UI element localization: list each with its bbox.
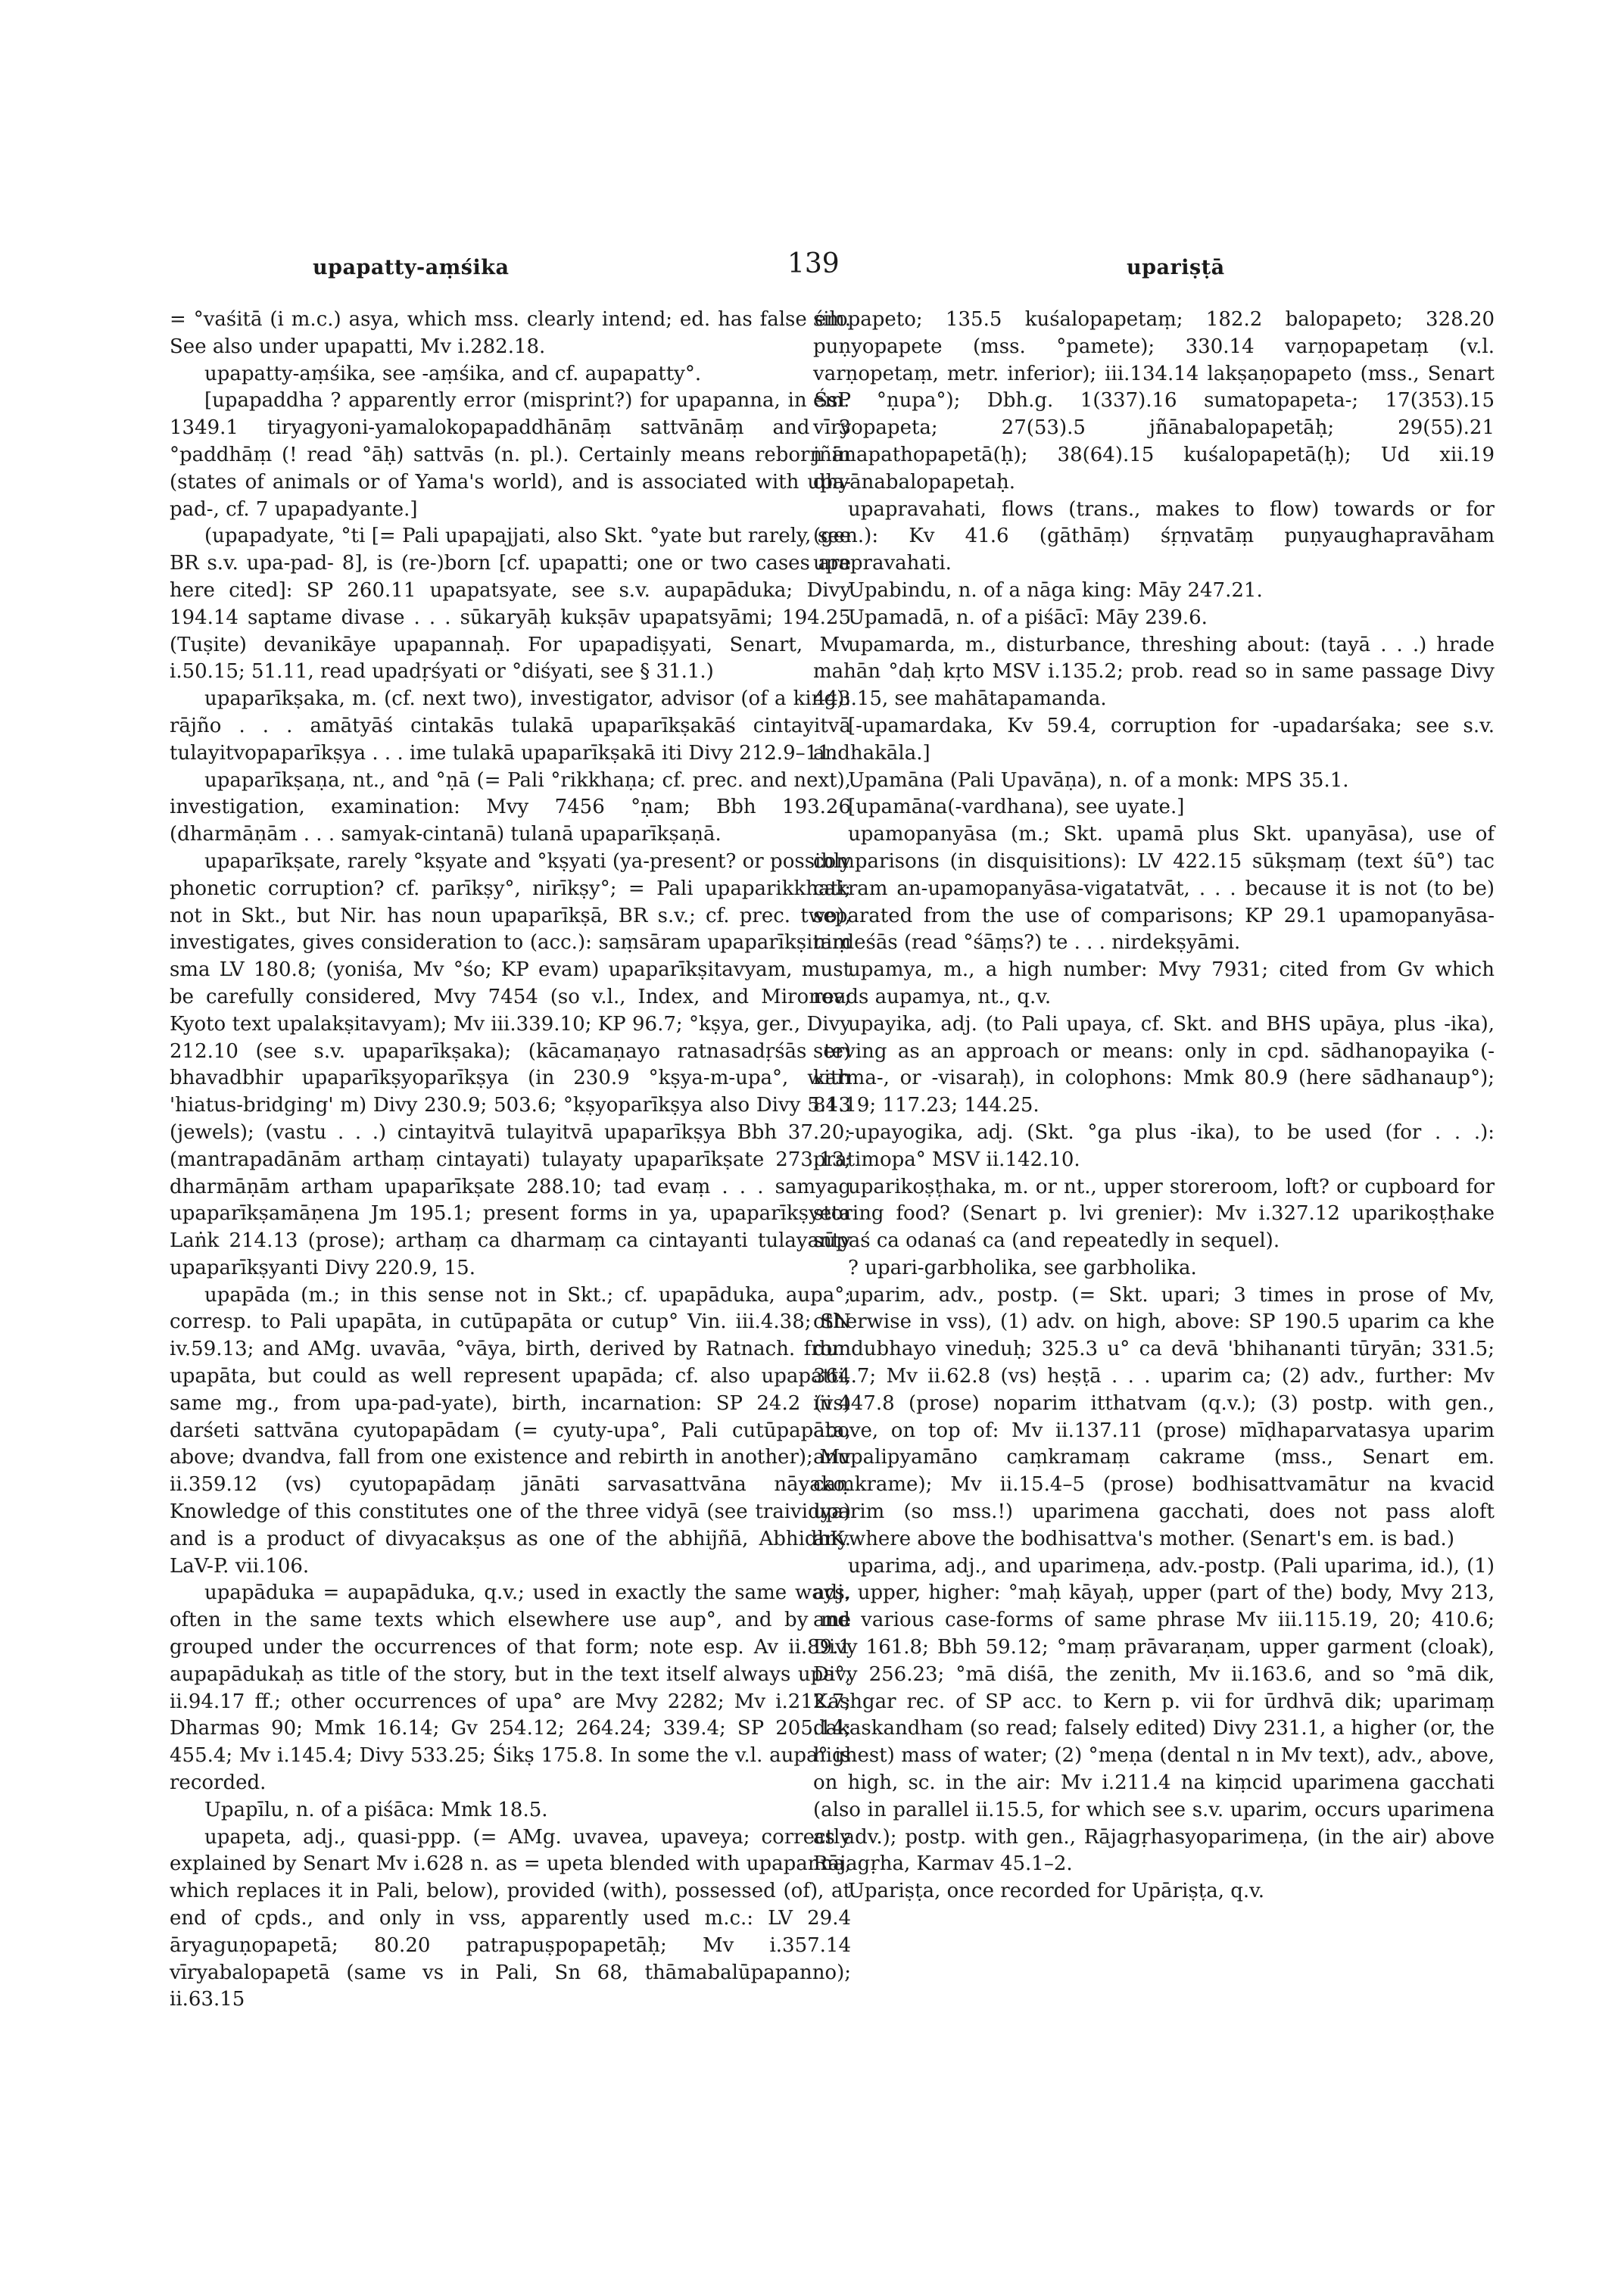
entry-paragraph: [-upamardaka, Kv 59.4, corruption for -upadarśaka; see s.v. andhakāla.] xyxy=(813,714,1495,765)
entry-paragraph: upapatty-aṃśika, see -aṃśika, and cf. aupapatty°. xyxy=(204,362,702,385)
entry-paragraph: Upamāna (Pali Upavāṇa), n. of a monk: MPS 35.1. xyxy=(848,768,1349,792)
entry-paragraph: uparima, adj., and uparimeṇa, adv.-postp. (Pali uparima, id.), (1) adj. upper, higher: °maḥ kāyaḥ, upper (part of the) body, Mvy 213, and various case-forms of same phrase Mv iii.115.19, 20; 410.6; Divy 161.8; Bbh 59.12; °maṃ prāvaraṇam, upper garment (cloak), Divy 256.23; °mā diśā, the zenith, Mv ii.163.6, and so °mā dik, Kashgar rec. of SP acc. to Kern p. vii for ūrdhvā dik; uparimaṃ dakaskandham (so read; falsely edited) Divy 231.1, a higher (or, the highest) mass of water; (2) °meṇa (dental n in Mv text), adv., above, on high, sc. in the air: Mv i.211.4 na kiṃcid uparimena gacchati (also in parallel ii.15.5, for which see s.v. uparim, occurs uparimena as adv.); postp. with gen., Rājagṛhasyoparimeṇa, (in the air) above Rājagṛha, Karmav 45.1–2. xyxy=(813,1554,1495,1876)
entry-paragraph: Upariṣṭa, once recorded for Upāriṣṭa, q.v. xyxy=(848,1880,1264,1903)
entry-paragraph: [upamāna(-vardhana), see uyate.] xyxy=(848,796,1185,819)
entry-paragraph: (upapadyate, °ti [= Pali upapajjati, also Skt. °yate but rarely, see BR s.v. upa-pad- 8], is (re-)born [cf. upapatti; one or two cases are here cited]: SP 260.11 upapatsyate, see s.v. aupapāduka; Divy 194.14 saptame divase . . . sūkaryāḥ kukṣāv upapatsyāmi; 194.25 (Tuṣite) devanikāye upapannaḥ. For upapadiṣyati, Senart, Mv i.50.15; 51.11, read upadṛśyati or °diśyati, see § 31.1.) xyxy=(170,525,851,684)
entry-paragraph: upaparīkṣaṇa, nt., and °ṇā (= Pali °rikkhaṇa; cf. prec. and next), investigation, examination: Mvy 7456 °ṇam; Bbh 193.26 (dharmāṇām . . . samyak-cintanā) tulanā upaparīkṣaṇā. xyxy=(170,768,851,846)
left-column xyxy=(170,307,851,2014)
page-header xyxy=(0,248,1624,294)
entry-paragraph: uparim, adv., postp. (= Skt. upari; 3 times in prose of Mv, otherwise in vss), (1) adv. on high, above: SP 190.5 uparim ca khe dundubhayo vineduḥ; 325.3 u° ca devā 'bhihananti tūryān; 331.5; 364.7; Mv ii.62.8 (vs) heṣṭā . . . uparim ca; (2) adv., further: Mv iii.447.8 (prose) noparim itthatvam (q.v.); (3) postp. with gen., above, on top of: Mv ii.137.11 (prose) mīḍhaparvatasya uparim anupalipyamāno caṃkramaṃ cakrame (mss., Senart em. caṃkrame); Mv ii.15.4–5 (prose) bodhisattvamātur na kvacid uparim (so mss.!) uparimena gacchati, does not pass aloft anywhere above the bodhisattva's mother. (Senart's em. is bad.) xyxy=(813,1283,1495,1550)
entry-paragraph: upamarda, m., disturbance, threshing about: (tayā . . .) hrade mahān °daḥ kṛto MSV i.135.2; prob. read so in same passage Divy 443.15, see mahātapamanda. xyxy=(813,633,1495,711)
entry-paragraph: ? upari-garbholika, see garbholika. xyxy=(848,1256,1197,1279)
entry-paragraph: upamya, m., a high number: Mvy 7931; cited from Gv which reads aupamya, nt., q.v. xyxy=(813,958,1495,1008)
entry-paragraph: -upayogika, adj. (Skt. °ga plus -ika), to be used (for . . .): pratimopa° MSV ii.142.10. xyxy=(813,1120,1495,1171)
right-running-headword: upariṣṭā xyxy=(1127,256,1225,279)
entry-paragraph: upayika, adj. (to Pali upaya, cf. Skt. and BHS upāya, plus -ika), serving as an approach or means: only in cpd. sādhanopayika (-karma-, or -visaraḥ), in colophons: Mmk 80.9 (here sādhanaup°); 84.19; 117.23; 144.25. xyxy=(813,1012,1495,1117)
entry-paragraph: Upapīlu, n. of a piśāca: Mmk 18.5. xyxy=(204,1798,548,1821)
entry-paragraph: upapeta, adj., quasi-ppp. (= AMg. uvavea, upaveya; correctly explained by Senart Mv i.628 n. as = upeta blended with upapanna, which replaces it in Pali, below), provided (with), possessed (of), at end of cpds., and only in vss, apparently used m.c.: LV 29.4 āryaguṇopapetā; 80.20 patrapuṣpopapetāḥ; Mv i.357.14 vīryabalopapetā (same vs in Pali, Sn 68, thāmabalūpapanno); ii.63.15 xyxy=(170,1825,851,2011)
entry-paragraph: upamopanyāsa (m.; Skt. upamā plus Skt. upanyāsa), use of comparisons (in disquisitions): LV 422.15 sūkṣmaṃ (text śū°) tac cakram an-upamopanyāsa-vigatatvāt, . . . because it is not (to be) separated from the use of comparisons; KP 29.1 upamopanyāsa-nirdeśās (read °śāṃs?) te . . . nirdekṣyāmi. xyxy=(813,823,1495,955)
entry-paragraph: upapāduka = aupapāduka, q.v.; used in exactly the same ways, often in the same texts which elsewhere use aup°, and by me grouped under the occurrences of that form; note esp. Av ii.89.1 aupapādukaḥ as title of the story, but in the text itself always upa°, ii.94.17 ff.; other occurrences of upa° are Mvy 2282; Mv i.212.7; Dharmas 90; Mmk 16.14; Gv 254.12; 264.24; 339.4; SP 205.14; 455.4; Mv i.145.4; Divy 533.25; Śikṣ 175.8. In some the v.l. aupa° is recorded. xyxy=(170,1581,851,1795)
page-number: 139 xyxy=(787,248,840,279)
left-running-headword: upapatty-aṃśika xyxy=(313,256,510,279)
entry-paragraph: upapāda (m.; in this sense not in Skt.; cf. upapāduka, aupa°; corresp. to Pali upapāta, in cutūpapāta or cutup° Vin. iii.4.38; SN iv.59.13; and AMg. uvavāa, °vāya, birth, derived by Ratnach. from upapāta, but could as well represent upapāda; cf. also upapatti, same mg., from upa-pad-yate), birth, incarnation: SP 24.2 (vs) darśeti sattvāna cyutopapādam (= cyuty-upa°, Pali cutūpapāta, above; dvandva, fall from one existence and rebirth in another); Mv ii.359.12 (vs) cyutopapādaṃ jānāti sarvasattvāna nāyako. Knowledge of this constitutes one of the three vidyā (see traividya) and is a product of divyacakṣus as one of the abhijñā, AbhidhK. LaV-P. vii.106. xyxy=(170,1283,851,1578)
entry-paragraph: [upapaddha ? apparently error (misprint?) for upapanna, in ŚsP 1349.1 tiryagyoni-yamalokopapaddhānāṃ sattvānāṃ and 3 °paddhāṃ (! read °āḥ) sattvās (n. pl.). Certainly means reborn in (states of animals or of Yama's world), and is associated with upa-pad-, cf. 7 upapadyante.] xyxy=(170,389,851,521)
entry-paragraph: śilopapeto; 135.5 kuśalopapetaṃ; 182.2 balopapeto; 328.20 puṇyopapete (mss. °pamete); 330.14 varṇopapetaṃ (v.l. varṇopetaṃ, metr. inferior); iii.134.14 lakṣaṇopapeto (mss., Senart em. °ṇupa°); Dbh.g. 1(337).16 sumatopapeta-; 17(353).15 vīryopapeta; 27(53).5 jñānabalopapetāḥ; 29(55).21 jñānapathopapetā(ḥ); 38(64).15 kuśalopapetā(ḥ); Ud xii.19 dhyānabalopapetaḥ. xyxy=(813,308,1495,494)
entry-paragraph: upapravahati, flows (trans., makes to flow) towards or for (gen.): Kv 41.6 (gāthāṃ) śṛṇvatāṃ puṇyaughapravāham upapravahati. xyxy=(813,497,1495,575)
entry-paragraph: upaparīkṣate, rarely °kṣyate and °kṣyati (ya-present? or possibly phonetic corruption? cf. parīkṣy°, nirīkṣy°; = Pali upaparikkhati; not in Skt., but Nir. has noun upaparīkṣā, BR s.v.; cf. prec. two), investigates, gives consideration to (acc.): saṃsāram upaparīkṣitaṃ sma LV 180.8; (yoniśa, Mv °śo; KP evam) upaparīkṣitavyam, must be carefully considered, Mvy 7454 (so v.l., Index, and Mironov; Kyoto text upalakṣitavyam); Mv iii.339.10; KP 96.7; °kṣya, ger., Divy 212.10 (see s.v. upaparīkṣaka); (kācamaṇayo ratnasadṛśās te) bhavadbhir upaparīkṣyoparīkṣya (in 230.9 °kṣya-m-upa°, with 'hiatus-bridging' m) Divy 230.9; 503.6; °kṣyoparīkṣya also Divy 5.13 (jewels); (vastu . . .) cintayitvā tulayitvā upaparīkṣya Bbh 37.20; (mantrapadānām arthaṃ cintayati) tulayaty upaparīkṣate 273.13; dharmāṇām artham upaparīkṣate 288.10; tad evaṃ . . . samyag upaparīkṣamāṇena Jm 195.1; present forms in ya, upaparīkṣyeta Laṅk 214.13 (prose); arthaṃ ca dharmaṃ ca cintayanti tulayanty upaparīkṣyanti Divy 220.9, 15. xyxy=(170,849,851,1279)
entry-paragraph: Upabindu, n. of a nāga king: Māy 247.21. xyxy=(848,578,1263,602)
entry-paragraph: uparikoṣṭhaka, m. or nt., upper storeroom, loft? or cupboard for storing food? (Senart p. lvi grenier): Mv i.327.12 uparikoṣṭhake sūpaś ca odanaś ca (and repeatedly in sequel). xyxy=(813,1175,1495,1253)
entry-paragraph: Upamadā, n. of a piśācī: Māy 239.6. xyxy=(848,606,1208,629)
entry-paragraph: upaparīkṣaka, m. (cf. next two), investigator, advisor (of a king): rājño . . . amātyāś cintakās tulakā upaparīkṣakāś cintayitvā tulayitvopaparīkṣya . . . ime tulakā upaparīkṣakā iti Divy 212.9–11. xyxy=(170,687,851,765)
right-column xyxy=(813,307,1495,1905)
entry-paragraph: = °vaśitā (i m.c.) asya, which mss. clearly intend; ed. has false em. See also under upapatti, Mv i.282.18. xyxy=(170,308,851,358)
